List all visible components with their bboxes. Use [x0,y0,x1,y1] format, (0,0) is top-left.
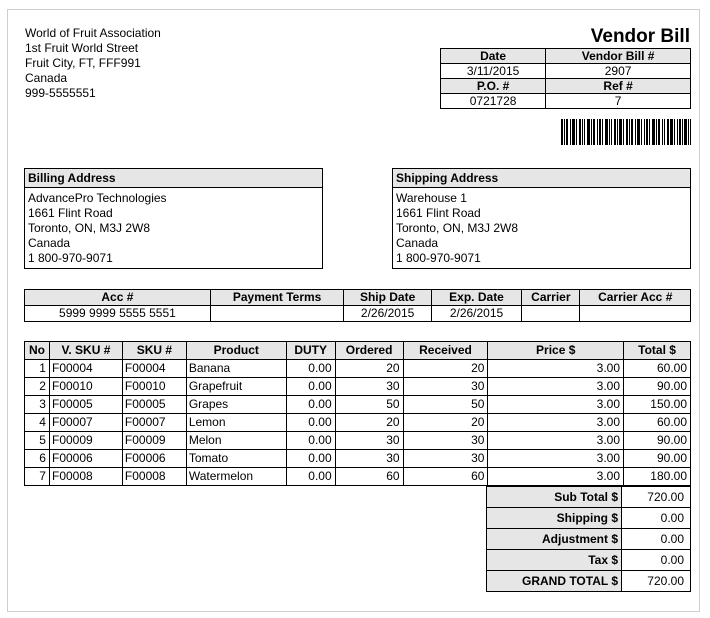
subtotal-label: Sub Total $ [487,487,622,508]
billing-line: 1 800-970-9071 [28,251,113,265]
billing-address-title: Billing Address [25,169,322,188]
date-value: 3/11/2015 [441,64,546,79]
sku-header: SKU # [122,342,186,360]
table-row [25,414,691,432]
row-no: 4 [25,414,50,432]
row-received: 30 [403,432,488,450]
row-ordered: 30 [335,450,403,468]
row-sku: F00006 [122,450,186,468]
row-no: 7 [25,468,50,486]
row-sku: F00008 [122,468,186,486]
row-vsku: F00010 [49,378,122,396]
product-header: Product [186,342,286,360]
row-sku: F00005 [122,396,186,414]
price-header: Price $ [488,342,624,360]
exp-date-value: 2/26/2015 [431,306,521,322]
billing-line: Toronto, ON, M3J 2W8 [28,221,151,235]
row-product: Grapes [186,396,286,414]
row-received: 50 [403,396,488,414]
grand-total-label: GRAND TOTAL $ [487,571,622,592]
table-row [25,450,691,468]
row-vsku: F00008 [49,468,122,486]
billing-line: 1661 Flint Road [28,206,113,220]
carrier-acc-value [580,306,691,322]
vendor-bill-page [7,9,700,612]
row-sku: F00009 [122,432,186,450]
tax-label: Tax $ [487,550,622,571]
shipping-label: Shipping $ [487,508,622,529]
company-info [25,26,161,101]
adjustment-value: 0.00 [622,529,691,550]
billing-line: AdvancePro Technologies [28,191,167,205]
po-value: 0721728 [441,94,546,109]
row-duty: 0.00 [286,414,335,432]
shipping-address-box [392,168,691,269]
date-label: Date [441,49,546,64]
row-duty: 0.00 [286,360,335,378]
row-no: 1 [25,360,50,378]
row-duty: 0.00 [286,378,335,396]
row-price: 3.00 [488,378,624,396]
row-price: 3.00 [488,450,624,468]
row-price: 3.00 [488,414,624,432]
ship-date-value: 2/26/2015 [344,306,431,322]
table-row [25,360,691,378]
duty-header: DUTY [286,342,335,360]
row-total: 90.00 [624,432,691,450]
company-city: Fruit City, FT, FFF991 [25,56,141,70]
table-row [25,432,691,450]
row-product: Banana [186,360,286,378]
billing-address-body [25,188,322,269]
row-sku: F00007 [122,414,186,432]
carrier-acc-header: Carrier Acc # [580,290,691,306]
shipping-address-title: Shipping Address [393,169,690,188]
total-header: Total $ [624,342,691,360]
row-ordered: 30 [335,432,403,450]
row-price: 3.00 [488,396,624,414]
row-no: 3 [25,396,50,414]
row-ordered: 60 [335,468,403,486]
bill-meta-table [440,48,691,109]
row-price: 3.00 [488,360,624,378]
shipping-line: 1 800-970-9071 [396,251,481,265]
row-product: Melon [186,432,286,450]
acc-header: Acc # [25,290,211,306]
row-received: 30 [403,378,488,396]
row-product: Tomato [186,450,286,468]
subtotal-value: 720.00 [622,487,691,508]
row-vsku: F00009 [49,432,122,450]
shipping-line: 1661 Flint Road [396,206,481,220]
row-ordered: 50 [335,396,403,414]
row-total: 150.00 [624,396,691,414]
adjustment-label: Adjustment $ [487,529,622,550]
row-duty: 0.00 [286,450,335,468]
company-country: Canada [25,71,68,85]
ref-label: Ref # [546,79,691,94]
row-duty: 0.00 [286,432,335,450]
row-received: 60 [403,468,488,486]
items-table [24,341,691,486]
payment-terms-value [210,306,344,322]
tax-value: 0.00 [622,550,691,571]
shipping-line: Canada [396,236,439,250]
row-vsku: F00007 [49,414,122,432]
items-header-row [25,342,691,360]
row-total: 90.00 [624,378,691,396]
bill-number-value: 2907 [546,64,691,79]
shipping-line: Toronto, ON, M3J 2W8 [396,221,519,235]
row-received: 30 [403,450,488,468]
acc-value: 5999 9999 5555 5551 [25,306,211,322]
row-vsku: F00005 [49,396,122,414]
row-vsku: F00004 [49,360,122,378]
vsku-header: V. SKU # [49,342,122,360]
ref-value: 7 [546,94,691,109]
row-product: Watermelon [186,468,286,486]
table-row [25,378,691,396]
row-price: 3.00 [488,468,624,486]
row-product: Lemon [186,414,286,432]
row-ordered: 20 [335,414,403,432]
payment-terms-header: Payment Terms [210,290,344,306]
barcode-icon [561,119,691,145]
po-label: P.O. # [441,79,546,94]
exp-date-header: Exp. Date [431,290,521,306]
row-product: Grapefruit [186,378,286,396]
company-phone: 999-5555551 [25,86,96,100]
row-ordered: 20 [335,360,403,378]
table-row [25,396,691,414]
row-no: 5 [25,432,50,450]
grand-total-value: 720.00 [622,571,691,592]
row-sku: F00004 [122,360,186,378]
table-row [25,468,691,486]
received-header: Received [403,342,488,360]
row-no: 6 [25,450,50,468]
company-street: 1st Fruit World Street [25,41,139,55]
row-duty: 0.00 [286,468,335,486]
row-sku: F00010 [122,378,186,396]
carrier-header: Carrier [522,290,580,306]
carrier-value [522,306,580,322]
row-received: 20 [403,360,488,378]
shipment-table [24,289,691,322]
row-received: 20 [403,414,488,432]
row-no: 2 [25,378,50,396]
billing-line: Canada [28,236,71,250]
row-total: 180.00 [624,468,691,486]
row-total: 90.00 [624,450,691,468]
shipping-line: Warehouse 1 [396,191,467,205]
row-total: 60.00 [624,360,691,378]
company-name: World of Fruit Association [25,26,161,40]
ordered-header: Ordered [335,342,403,360]
row-vsku: F00006 [49,450,122,468]
row-price: 3.00 [488,432,624,450]
row-ordered: 30 [335,378,403,396]
shipping-address-body [393,188,690,269]
no-header: No [25,342,50,360]
totals-table [486,486,691,592]
billing-address-box [24,168,323,269]
page-title: Vendor Bill [590,26,690,47]
ship-date-header: Ship Date [344,290,431,306]
shipping-value: 0.00 [622,508,691,529]
bill-number-label: Vendor Bill # [546,49,691,64]
row-total: 60.00 [624,414,691,432]
row-duty: 0.00 [286,396,335,414]
